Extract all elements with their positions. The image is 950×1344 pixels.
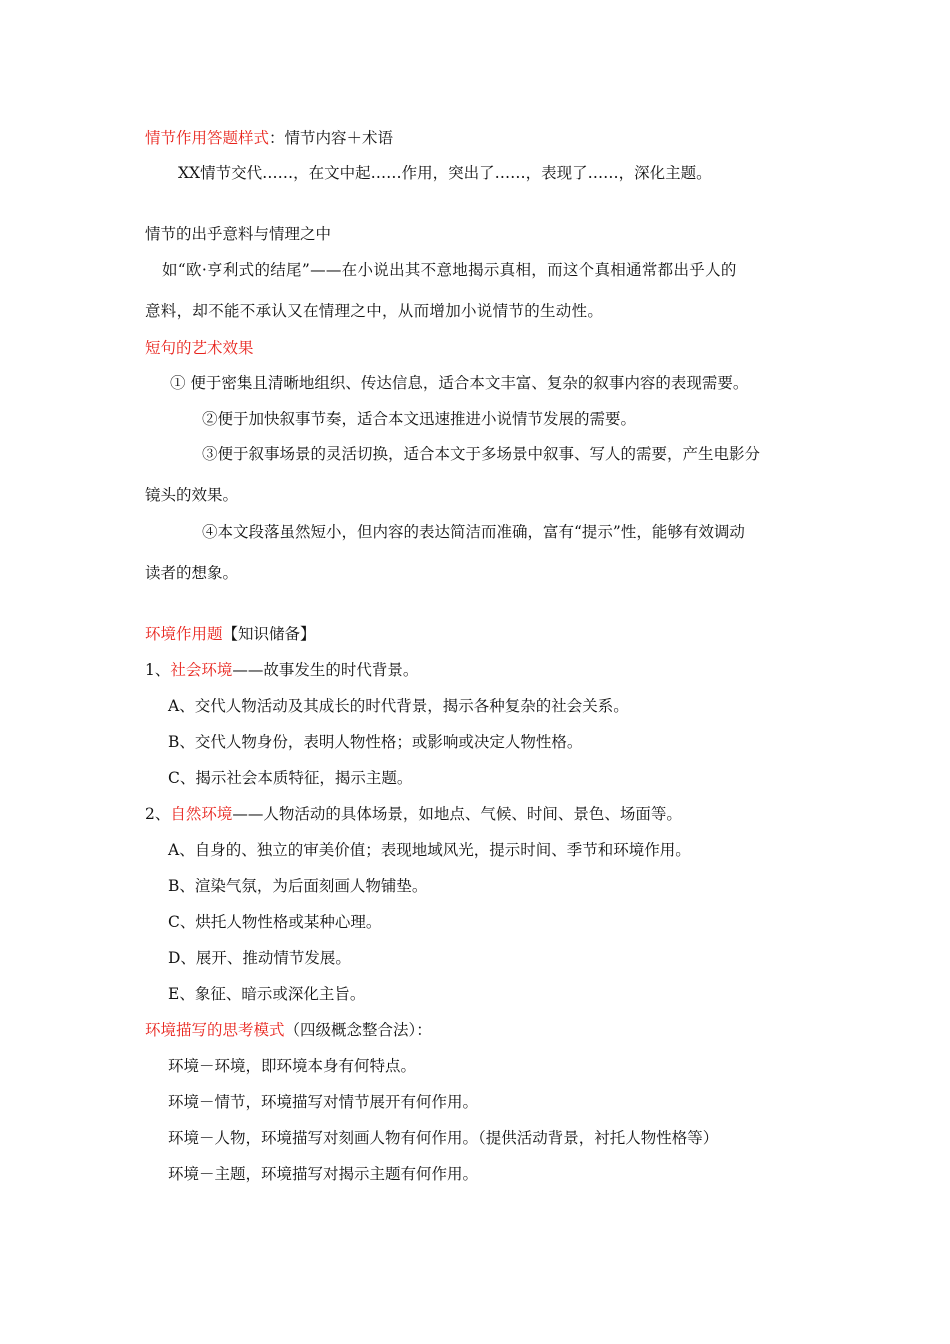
unexpected-para-line1: 如“欧·亨利式的结尾”——在小说出其不意地揭示真相，而这个真相通常都出乎人的 xyxy=(162,261,737,279)
thinking-item-1: 环境－环境，即环境本身有何特点。 xyxy=(168,1057,417,1075)
environment-heading-red: 环境作用题 xyxy=(145,625,223,643)
natural-environment-desc: ——人物活动的具体场景，如地点、气候、时间、景色、场面等。 xyxy=(232,805,682,823)
natural-environment-heading xyxy=(145,804,682,824)
natural-item-c: C、烘托人物性格或某种心理。 xyxy=(168,913,382,931)
environment-heading-rest: 【知识储备】 xyxy=(222,625,316,643)
short-sentence-item-4-line2: 读者的想象。 xyxy=(145,564,239,582)
natural-environment-num: 2、 xyxy=(145,805,171,823)
social-environment-desc: ——故事发生的时代背景。 xyxy=(232,661,419,679)
environment-heading xyxy=(145,624,316,644)
natural-item-a: A、自身的、独立的审美价值；表现地域风光，提示时间、季节和环境作用。 xyxy=(168,841,691,859)
plot-heading-rest: ：情节内容＋术语 xyxy=(269,129,394,147)
plot-heading xyxy=(145,128,393,148)
short-sentence-item-1: ① 便于密集且清晰地组织、传达信息，适合本文丰富、复杂的叙事内容的表现需要。 xyxy=(170,374,749,392)
social-item-a: A、交代人物活动及其成长的时代背景，揭示各种复杂的社会关系。 xyxy=(168,697,629,715)
social-environment-label: 社会环境 xyxy=(170,661,233,679)
unexpected-para-line2: 意料，却不能不承认又在情理之中，从而增加小说情节的生动性。 xyxy=(145,302,604,320)
social-environment-heading xyxy=(145,660,418,680)
natural-item-e: E、象征、暗示或深化主旨。 xyxy=(168,985,366,1003)
unexpected-heading: 情节的出乎意料与情理之中 xyxy=(145,225,332,243)
thinking-heading xyxy=(145,1020,432,1040)
plot-template: XX情节交代……，在文中起……作用，突出了……，表现了……，深化主题。 xyxy=(178,164,712,182)
natural-item-d: D、展开、推动情节发展。 xyxy=(168,949,351,967)
thinking-heading-rest: （四级概念整合法）： xyxy=(284,1021,432,1039)
short-sentence-heading: 短句的艺术效果 xyxy=(145,339,254,357)
short-sentence-item-2: ②便于加快叙事节奏，适合本文迅速推进小说情节发展的需要。 xyxy=(202,410,637,428)
thinking-item-2: 环境－情节，环境描写对情节展开有何作用。 xyxy=(168,1093,479,1111)
short-sentence-item-3-line1: ③便于叙事场景的灵活切换，适合本文于多场景中叙事、写人的需要，产生电影分 xyxy=(202,445,761,463)
plot-heading-red: 情节作用答题样式 xyxy=(145,129,270,147)
natural-environment-label: 自然环境 xyxy=(170,805,233,823)
short-sentence-item-4-line1: ④本文段落虽然短小，但内容的表达简洁而准确，富有“提示”性，能够有效调动 xyxy=(202,523,745,541)
short-sentence-item-3-line2: 镜头的效果。 xyxy=(145,486,239,504)
thinking-item-4: 环境－主题，环境描写对揭示主题有何作用。 xyxy=(168,1165,479,1183)
social-environment-num: 1、 xyxy=(145,661,171,679)
social-item-b: B、交代人物身份，表明人物性格；或影响或决定人物性格。 xyxy=(168,733,583,751)
thinking-heading-red: 环境描写的思考模式 xyxy=(145,1021,285,1039)
thinking-item-3: 环境－人物，环境描写对刻画人物有何作用。（提供活动背景，衬托人物性格等） xyxy=(168,1129,719,1147)
social-item-c: C、揭示社会本质特征，揭示主题。 xyxy=(168,769,413,787)
natural-item-b: B、渲染气氛，为后面刻画人物铺垫。 xyxy=(168,877,428,895)
